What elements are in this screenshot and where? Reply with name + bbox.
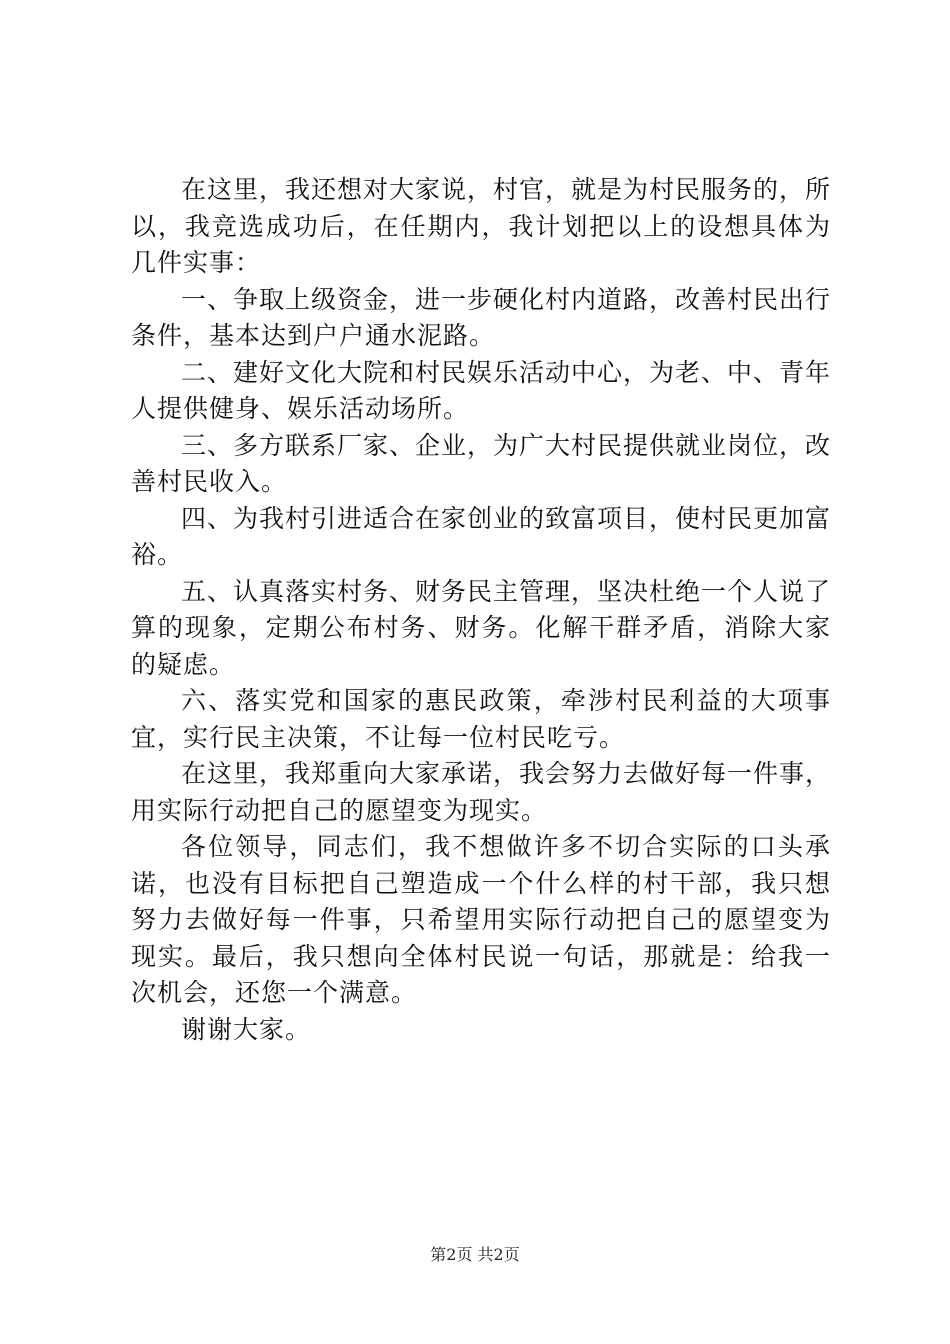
paragraph-intro: 在这里，我还想对大家说，村官，就是为村民服务的，所以，我竞选成功后，在任期内，我计划把以上的设想具体为几件实事： [131,175,832,277]
paragraph-item-2: 二、建好文化大院和村民娱乐活动中心，为老、中、青年人提供健身、娱乐活动场所。 [131,357,832,423]
paragraph-item-5: 五、认真落实村务、财务民主管理，坚决杜绝一个人说了算的现象，定期公布村务、财务。化解干群矛盾，消除大家的疑虑。 [131,576,832,679]
paragraph-thanks: 谢谢大家。 [181,1014,312,1044]
paragraph-closing: 各位领导，同志们，我不想做许多不切合实际的口头承诺，也没有目标把自己塑造成一个什么样的村干部，我只想努力去做好每一件事，只希望用实际行动把自己的愿望变为现实。最后，我只想向全体村民说一句话，那就是：给我一次机会，还您一个满意。 [131,832,831,1007]
page-footer: 第2页 共2页 [430,1245,520,1264]
paragraph-item-4: 四、为我村引进适合在家创业的致富项目，使村民更加富裕。 [131,503,832,569]
paragraph-promise: 在这里，我郑重向大家承诺，我会努力去做好每一件事，用实际行动把自己的愿望变为现实。 [131,759,832,825]
document-body [131,172,831,1048]
paragraph-item-6: 六、落实党和国家的惠民政策，牵涉村民利益的大项事宜，实行民主决策，不让每一位村民吃亏。 [131,686,831,752]
paragraph-item-1: 一、争取上级资金，进一步硬化村内道路，改善村民出行条件，基本达到户户通水泥路。 [131,284,832,350]
paragraph-item-3: 三、多方联系厂家、企业，为广大村民提供就业岗位，改善村民收入。 [131,430,832,496]
